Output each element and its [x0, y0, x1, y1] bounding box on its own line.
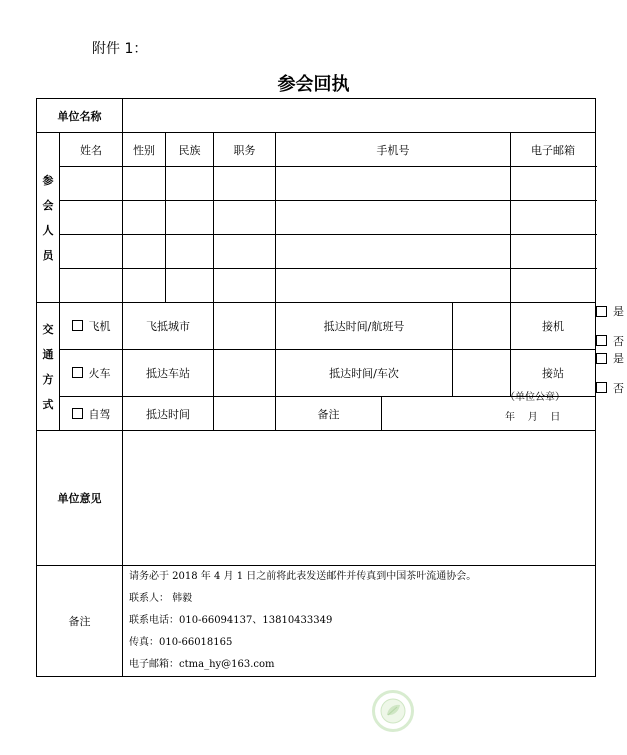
car-arrival-time-label: 抵达时间: [123, 397, 214, 431]
notes-line-fax: 传真：010-66018165: [129, 637, 233, 648]
car-option[interactable]: 自驾: [60, 397, 123, 431]
attendee-gender-field[interactable]: [123, 201, 166, 235]
col-name: 姓名: [60, 133, 123, 167]
attendee-phone-field[interactable]: [276, 269, 511, 303]
unit-opinion-label: 单位意见: [37, 431, 123, 566]
col-phone: 手机号: [276, 133, 511, 167]
attendee-email-field[interactable]: [511, 167, 596, 201]
notes-content: [123, 566, 596, 677]
train-time-field[interactable]: [453, 350, 511, 397]
tea-leaf-logo-icon: [372, 690, 414, 732]
attendee-ethnicity-field[interactable]: [166, 167, 214, 201]
station-pickup-label: 接站: [511, 350, 596, 397]
car-checkbox[interactable]: [72, 408, 83, 419]
seal-date: 年 月 日: [505, 412, 561, 423]
attendee-name-field[interactable]: [60, 235, 123, 269]
org-name-field[interactable]: [123, 99, 596, 133]
attendee-row: [37, 269, 596, 303]
station-no-checkbox[interactable]: [596, 382, 607, 393]
train-option[interactable]: 火车: [60, 350, 123, 397]
attendee-ethnicity-field[interactable]: [166, 201, 214, 235]
attendee-name-field[interactable]: [60, 269, 123, 303]
notes-line-contact: 联系人： 韩毅: [129, 593, 193, 604]
notes-line-phone: 联系电话：010-66094137、13810433349: [129, 615, 333, 626]
plane-checkbox[interactable]: [72, 320, 83, 331]
attendee-phone-field[interactable]: [276, 201, 511, 235]
station-yes-checkbox[interactable]: [596, 353, 607, 364]
attendee-position-field[interactable]: [214, 167, 276, 201]
attendee-position-field[interactable]: [214, 201, 276, 235]
org-name-label: 单位名称: [37, 99, 123, 133]
pickup-no-checkbox[interactable]: [596, 335, 607, 346]
registration-form: 单位名称 参 会 人 员 姓名 性别 民族 职务 手机号 电子邮箱 交 通 方 式 飞机 飞抵城市 抵达时间/航班号 接机 是 否 火车 抵达车站 抵达时间/车次 接站 是 否 自驾 抵达时间 备注 单位意见 备注 请务必于 2018 年 4 月 1 日之前将此表发送邮件并传真到中国茶叶流通协会。 联系人： 韩毅 联系电话：010-66094137、13810433349 传真：010-66018165 电子邮箱：ctma_hy@163.com: [36, 98, 596, 677]
attendees-section-label: 参 会 人 员: [37, 133, 60, 303]
attendee-email-field[interactable]: [511, 201, 596, 235]
car-remark-label: 备注: [276, 397, 382, 431]
notes-label: 备注: [37, 566, 123, 677]
arrival-city-field[interactable]: [214, 303, 276, 350]
seal-area: [505, 388, 565, 428]
flight-time-label: 抵达时间/航班号: [276, 303, 453, 350]
train-checkbox[interactable]: [72, 367, 83, 378]
notes-line-email: 电子邮箱：ctma_hy@163.com: [129, 659, 275, 670]
seal-label: （单位公章）: [505, 392, 565, 403]
attendee-row: [37, 201, 596, 235]
arrival-station-field[interactable]: [214, 350, 276, 397]
attachment-label: 附件 1：: [92, 41, 148, 57]
attendee-row: [37, 167, 596, 201]
attendee-ethnicity-field[interactable]: [166, 235, 214, 269]
attendee-phone-field[interactable]: [276, 235, 511, 269]
page-title: 参会回执: [277, 74, 350, 95]
pickup-yes-checkbox[interactable]: [596, 306, 607, 317]
train-time-label: 抵达时间/车次: [276, 350, 453, 397]
arrival-station-label: 抵达车站: [123, 350, 214, 397]
attendee-position-field[interactable]: [214, 235, 276, 269]
transport-section-label: 交 通 方 式: [37, 303, 60, 431]
notes-line-deadline: 请务必于 2018 年 4 月 1 日之前将此表发送邮件并传真到中国茶叶流通协会。: [129, 571, 477, 582]
col-ethnicity: 民族: [166, 133, 214, 167]
attendee-phone-field[interactable]: [276, 167, 511, 201]
attendee-name-field[interactable]: [60, 167, 123, 201]
attendee-name-field[interactable]: [60, 201, 123, 235]
attendee-gender-field[interactable]: [123, 167, 166, 201]
plane-option[interactable]: 飞机: [60, 303, 123, 350]
attendee-email-field[interactable]: [511, 269, 596, 303]
unit-opinion-field[interactable]: [123, 431, 596, 566]
attendee-email-field[interactable]: [511, 235, 596, 269]
flight-time-field[interactable]: [453, 303, 511, 350]
attendee-ethnicity-field[interactable]: [166, 269, 214, 303]
col-position: 职务: [214, 133, 276, 167]
attendee-row: [37, 235, 596, 269]
col-gender: 性别: [123, 133, 166, 167]
airport-pickup-label: 接机: [511, 303, 596, 350]
attendee-gender-field[interactable]: [123, 269, 166, 303]
car-arrival-time-field[interactable]: [214, 397, 276, 431]
col-email: 电子邮箱: [511, 133, 596, 167]
attendee-gender-field[interactable]: [123, 235, 166, 269]
arrival-city-label: 飞抵城市: [123, 303, 214, 350]
attendee-position-field[interactable]: [214, 269, 276, 303]
